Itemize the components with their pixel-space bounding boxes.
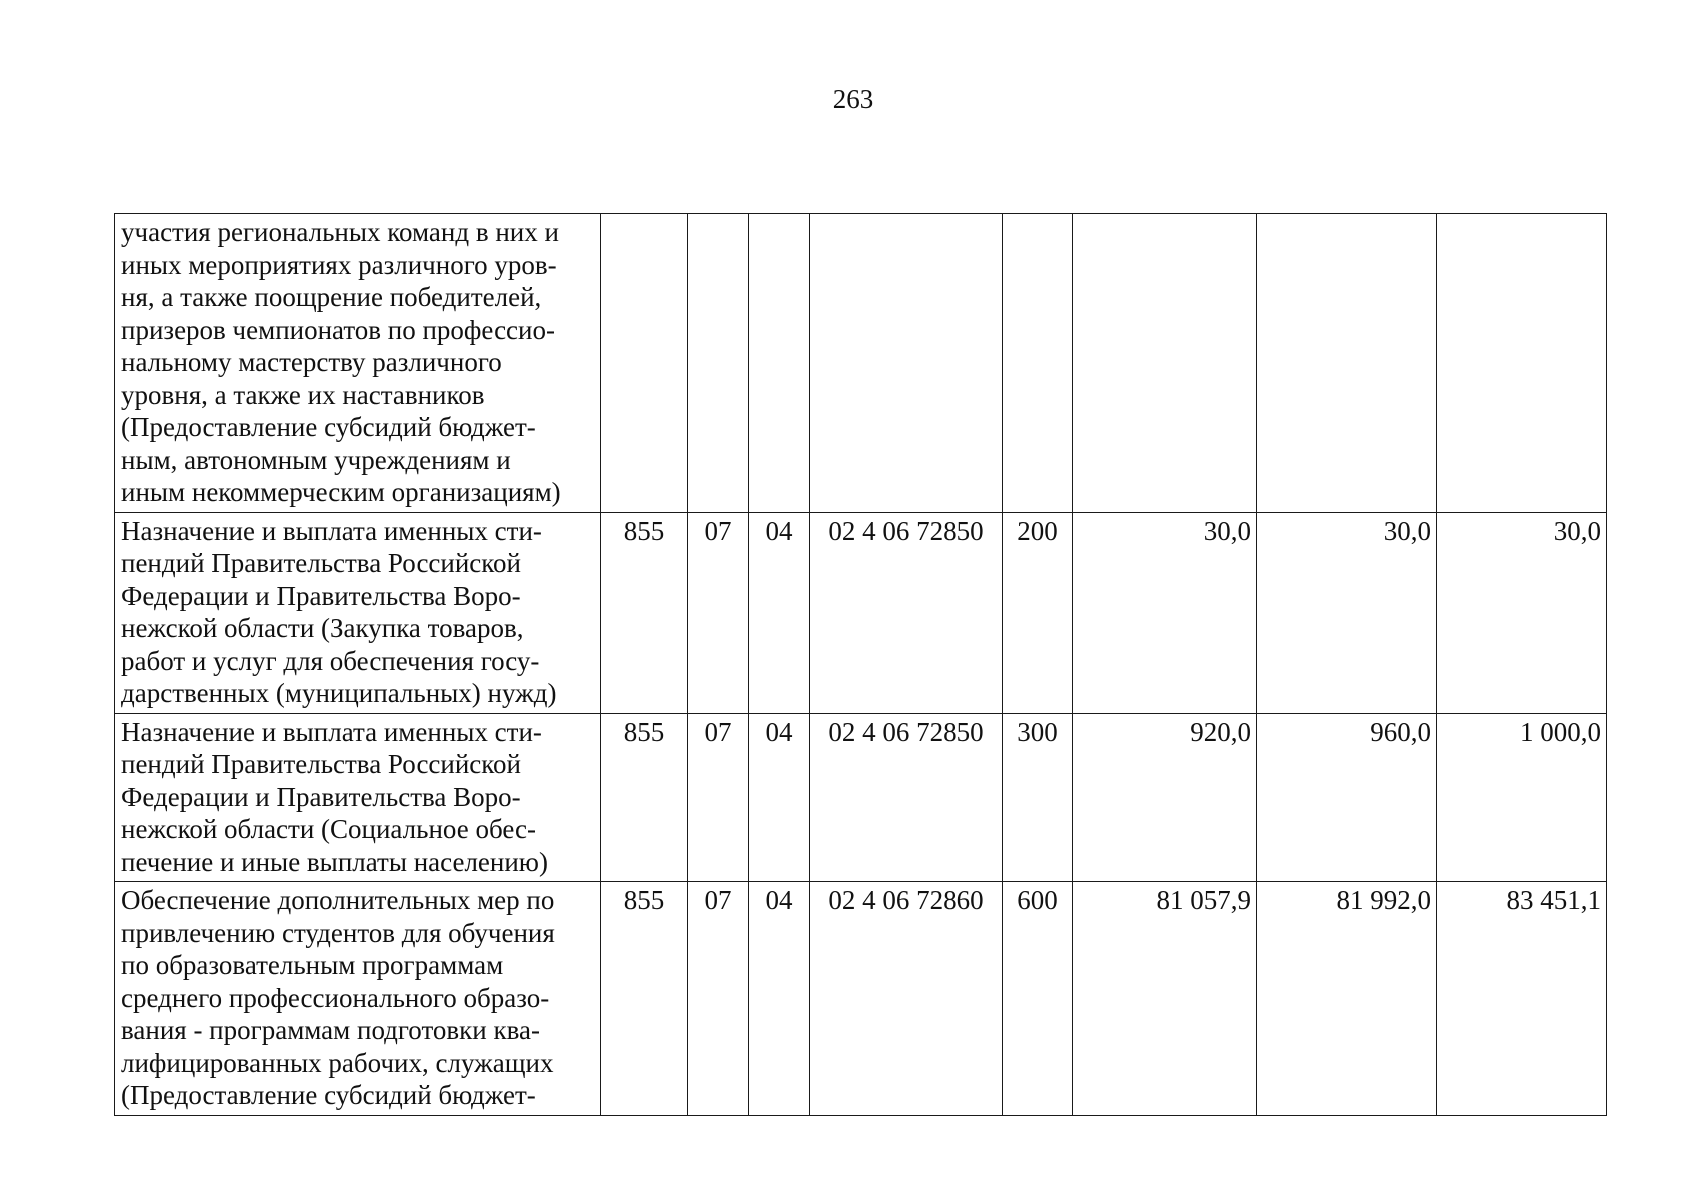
expense-type-cell xyxy=(1003,214,1073,513)
expense-name-cell: Назначение и выплата именных сти- пендий Правительства Российской Федерации и Правительства Воро- нежской области (Социальное обес- печение и иные выплаты населению) xyxy=(115,713,601,882)
expense-name-cell: Назначение и выплата именных сти- пендий Правительства Российской Федерации и Правительства Воро- нежской области (Закупка товаров, работ и услуг для обеспечения госу- дарственных (муниципальных) нужд) xyxy=(115,512,601,713)
amount-cell-3: 30,0 xyxy=(1437,512,1607,713)
amount-cell-3: 83 451,1 xyxy=(1437,882,1607,1116)
amount-cell-3 xyxy=(1437,214,1607,513)
amount-cell-1: 30,0 xyxy=(1073,512,1257,713)
subsection-code-cell: 04 xyxy=(749,512,810,713)
table-row xyxy=(115,214,1607,513)
target-article-cell: 02 4 06 72850 xyxy=(810,512,1003,713)
expense-type-cell: 300 xyxy=(1003,713,1073,882)
section-code-cell xyxy=(688,214,749,513)
budget-table xyxy=(114,213,1607,1116)
amount-cell-1: 81 057,9 xyxy=(1073,882,1257,1116)
section-code-cell: 07 xyxy=(688,512,749,713)
target-article-cell: 02 4 06 72850 xyxy=(810,713,1003,882)
ministry-code-cell xyxy=(601,214,688,513)
amount-cell-1 xyxy=(1073,214,1257,513)
table-row xyxy=(115,882,1607,1116)
section-code-cell: 07 xyxy=(688,713,749,882)
ministry-code-cell: 855 xyxy=(601,512,688,713)
subsection-code-cell xyxy=(749,214,810,513)
amount-cell-2: 960,0 xyxy=(1257,713,1437,882)
target-article-cell xyxy=(810,214,1003,513)
subsection-code-cell: 04 xyxy=(749,713,810,882)
expense-name-cell: Обеспечение дополнительных мер по привлечению студентов для обучения по образовательным программам среднего профессионального образо- вания - программам подготовки ква- лифицированных рабочих, служащих (Предоставление субсидий бюджет- xyxy=(115,882,601,1116)
amount-cell-2 xyxy=(1257,214,1437,513)
amount-cell-1: 920,0 xyxy=(1073,713,1257,882)
target-article-cell: 02 4 06 72860 xyxy=(810,882,1003,1116)
amount-cell-2: 81 992,0 xyxy=(1257,882,1437,1116)
amount-cell-2: 30,0 xyxy=(1257,512,1437,713)
page-number: 263 xyxy=(832,84,874,114)
ministry-code-cell: 855 xyxy=(601,713,688,882)
ministry-code-cell: 855 xyxy=(601,882,688,1116)
expense-type-cell: 600 xyxy=(1003,882,1073,1116)
table-row xyxy=(115,713,1607,882)
amount-cell-3: 1 000,0 xyxy=(1437,713,1607,882)
subsection-code-cell: 04 xyxy=(749,882,810,1116)
expense-type-cell: 200 xyxy=(1003,512,1073,713)
table-row xyxy=(115,512,1607,713)
section-code-cell: 07 xyxy=(688,882,749,1116)
expense-name-cell: участия региональных команд в них и иных мероприятиях различного уров- ня, а также поощрение победителей, призеров чемпионатов по профессио- нальному мастерству различного уровня, а также их наставников (Предоставление субсидий бюджет- ным, автономным учреждениям и иным некоммерческим организациям) xyxy=(115,214,601,513)
